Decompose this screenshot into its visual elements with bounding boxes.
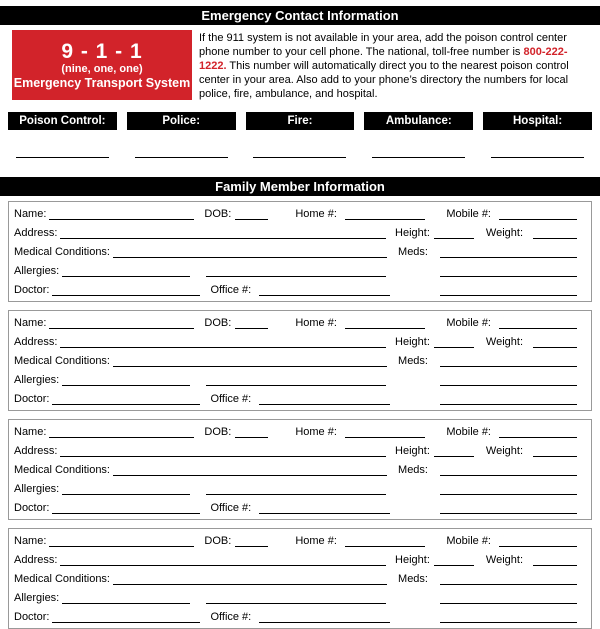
mobile-phone-fill-line — [499, 209, 577, 220]
weight-label: Weight: — [485, 554, 523, 566]
home-phone-fill-line — [345, 209, 425, 220]
member-row-name — [14, 313, 577, 332]
911-subtitle: (nine, one, one) — [61, 62, 143, 75]
office-phone-label: Office #: — [210, 284, 252, 296]
height-label: Height: — [395, 227, 430, 239]
home-phone-fill-line — [345, 318, 425, 329]
office-phone-label: Office #: — [210, 393, 252, 405]
emergency-form-page — [0, 6, 600, 629]
member-row-address — [14, 223, 577, 242]
name-fill-line — [49, 536, 194, 547]
member-row-name — [14, 204, 577, 223]
member-row-doctor — [14, 280, 577, 299]
911-badge — [12, 30, 192, 100]
height-label: Height: — [395, 336, 430, 348]
name-fill-line — [49, 427, 194, 438]
poison-control-fill-line — [16, 143, 109, 158]
medical-conditions-fill-line — [113, 356, 387, 367]
contact-label-police: Police: — [127, 112, 236, 130]
meds-label: Meds: — [398, 464, 428, 476]
ambulance-fill-line — [372, 143, 465, 158]
mobile-phone-label: Mobile #: — [446, 426, 491, 438]
contact-label-hospital: Hospital: — [483, 112, 592, 130]
family-member-block — [8, 419, 592, 520]
contact-fill-slot — [246, 143, 355, 158]
allergies-label: Allergies: — [14, 592, 60, 604]
contact-label-ambulance: Ambulance: — [364, 112, 473, 130]
paragraph-text-after: This number will automatically direct you to the nearest poison control center in your area. Also add to your phone’s directory the numbers for local police, fire, ambulance, and hospital. — [199, 60, 569, 100]
home-phone-label: Home #: — [295, 208, 337, 220]
dob-fill-line — [235, 427, 268, 438]
contact-fill-slot — [8, 143, 117, 158]
meds-fill-line-2 — [440, 266, 577, 277]
doctor-fill-line — [52, 503, 200, 514]
intro-section — [12, 30, 592, 101]
doctor-label: Doctor: — [14, 502, 50, 514]
home-phone-fill-line — [345, 427, 425, 438]
contact-label-poison-control: Poison Control: — [8, 112, 117, 130]
doctor-label: Doctor: — [14, 393, 50, 405]
meds-fill-line-2 — [440, 375, 577, 386]
medical-conditions-fill-line — [113, 465, 387, 476]
name-fill-line — [49, 318, 194, 329]
family-member-block — [8, 528, 592, 629]
member-row-medical — [14, 569, 577, 588]
home-phone-label: Home #: — [295, 317, 337, 329]
meds-label: Meds: — [398, 246, 428, 258]
dob-fill-line — [235, 536, 268, 547]
address-label: Address: — [14, 445, 58, 457]
mobile-phone-fill-line — [499, 427, 577, 438]
mobile-phone-fill-line — [499, 318, 577, 329]
doctor-fill-line — [52, 612, 200, 623]
dob-fill-line — [235, 318, 268, 329]
allergies-fill-line-2 — [206, 375, 386, 386]
meds-fill-line-3 — [440, 503, 577, 514]
weight-fill-line — [533, 337, 577, 348]
allergies-fill-line — [62, 266, 190, 277]
medical-conditions-label: Medical Conditions: — [14, 464, 110, 476]
member-row-address — [14, 332, 577, 351]
medical-conditions-fill-line — [113, 574, 387, 585]
meds-fill-line-3 — [440, 612, 577, 623]
address-fill-line — [60, 337, 386, 348]
medical-conditions-label: Medical Conditions: — [14, 573, 110, 585]
family-member-block — [8, 310, 592, 411]
meds-fill-line-3 — [440, 285, 577, 296]
member-row-allergies — [14, 479, 577, 498]
poison-control-paragraph — [199, 30, 592, 101]
allergies-label: Allergies: — [14, 483, 60, 495]
member-row-doctor — [14, 389, 577, 408]
name-label: Name: — [14, 208, 47, 220]
member-row-medical — [14, 351, 577, 370]
meds-fill-line — [440, 247, 577, 258]
home-phone-label: Home #: — [295, 535, 337, 547]
meds-fill-line — [440, 574, 577, 585]
doctor-label: Doctor: — [14, 611, 50, 623]
weight-fill-line — [533, 446, 577, 457]
height-label: Height: — [395, 445, 430, 457]
name-label: Name: — [14, 426, 47, 438]
contact-fill-slot — [127, 143, 236, 158]
member-row-allergies — [14, 261, 577, 280]
member-row-medical — [14, 460, 577, 479]
meds-fill-line-2 — [440, 484, 577, 495]
allergies-fill-line — [62, 593, 190, 604]
height-fill-line — [434, 337, 474, 348]
family-members-list — [0, 201, 600, 629]
height-fill-line — [434, 555, 474, 566]
weight-fill-line — [533, 228, 577, 239]
family-member-block — [8, 201, 592, 302]
family-section-header: Family Member Information — [0, 177, 600, 196]
911-system-label: Emergency Transport System — [13, 75, 191, 90]
office-phone-fill-line — [259, 503, 390, 514]
paragraph-text-before: If the 911 system is not available in your area, add the poison control center phone number to your cell phone. The national, toll-free number is — [199, 32, 567, 58]
police-fill-line — [135, 143, 228, 158]
member-row-address — [14, 550, 577, 569]
meds-fill-line — [440, 465, 577, 476]
address-fill-line — [60, 555, 386, 566]
weight-label: Weight: — [485, 227, 523, 239]
allergies-fill-line-2 — [206, 266, 386, 277]
mobile-phone-label: Mobile #: — [446, 317, 491, 329]
address-fill-line — [60, 228, 386, 239]
name-label: Name: — [14, 535, 47, 547]
meds-fill-line-2 — [440, 593, 577, 604]
address-fill-line — [60, 446, 386, 457]
office-phone-label: Office #: — [210, 611, 252, 623]
mobile-phone-fill-line — [499, 536, 577, 547]
meds-label: Meds: — [398, 573, 428, 585]
medical-conditions-fill-line — [113, 247, 387, 258]
member-row-doctor — [14, 607, 577, 626]
member-row-doctor — [14, 498, 577, 517]
meds-fill-line — [440, 356, 577, 367]
doctor-fill-line — [52, 394, 200, 405]
911-number: 9 - 1 - 1 — [61, 39, 143, 63]
member-row-medical — [14, 242, 577, 261]
weight-label: Weight: — [485, 445, 523, 457]
height-fill-line — [434, 446, 474, 457]
contact-label-fire: Fire: — [246, 112, 355, 130]
allergies-fill-line-2 — [206, 484, 386, 495]
office-phone-label: Office #: — [210, 502, 252, 514]
medical-conditions-label: Medical Conditions: — [14, 246, 110, 258]
emergency-contacts-row — [0, 112, 600, 130]
hospital-fill-line — [491, 143, 584, 158]
name-label: Name: — [14, 317, 47, 329]
member-row-name — [14, 531, 577, 550]
height-fill-line — [434, 228, 474, 239]
contact-fill-slot — [483, 143, 592, 158]
fire-fill-line — [253, 143, 346, 158]
doctor-label: Doctor: — [14, 284, 50, 296]
office-phone-fill-line — [259, 394, 390, 405]
member-row-allergies — [14, 588, 577, 607]
allergies-fill-line — [62, 484, 190, 495]
weight-fill-line — [533, 555, 577, 566]
dob-label: DOB: — [204, 317, 232, 329]
home-phone-label: Home #: — [295, 426, 337, 438]
allergies-fill-line — [62, 375, 190, 386]
height-label: Height: — [395, 554, 430, 566]
emergency-section-header: Emergency Contact Information — [0, 6, 600, 25]
dob-label: DOB: — [204, 426, 232, 438]
medical-conditions-label: Medical Conditions: — [14, 355, 110, 367]
name-fill-line — [49, 209, 194, 220]
address-label: Address: — [14, 554, 58, 566]
contact-fill-slot — [364, 143, 473, 158]
mobile-phone-label: Mobile #: — [446, 535, 491, 547]
dob-fill-line — [235, 209, 268, 220]
weight-label: Weight: — [485, 336, 523, 348]
member-row-name — [14, 422, 577, 441]
meds-label: Meds: — [398, 355, 428, 367]
member-row-allergies — [14, 370, 577, 389]
doctor-fill-line — [52, 285, 200, 296]
meds-fill-line-3 — [440, 394, 577, 405]
emergency-contacts-fill-row — [0, 143, 600, 158]
allergies-fill-line-2 — [206, 593, 386, 604]
allergies-label: Allergies: — [14, 265, 60, 277]
dob-label: DOB: — [204, 208, 232, 220]
home-phone-fill-line — [345, 536, 425, 547]
office-phone-fill-line — [259, 285, 390, 296]
poison-control-phone-number: 800-222-1222. — [199, 46, 568, 72]
dob-label: DOB: — [204, 535, 232, 547]
address-label: Address: — [14, 227, 58, 239]
member-row-address — [14, 441, 577, 460]
allergies-label: Allergies: — [14, 374, 60, 386]
mobile-phone-label: Mobile #: — [446, 208, 491, 220]
address-label: Address: — [14, 336, 58, 348]
office-phone-fill-line — [259, 612, 390, 623]
